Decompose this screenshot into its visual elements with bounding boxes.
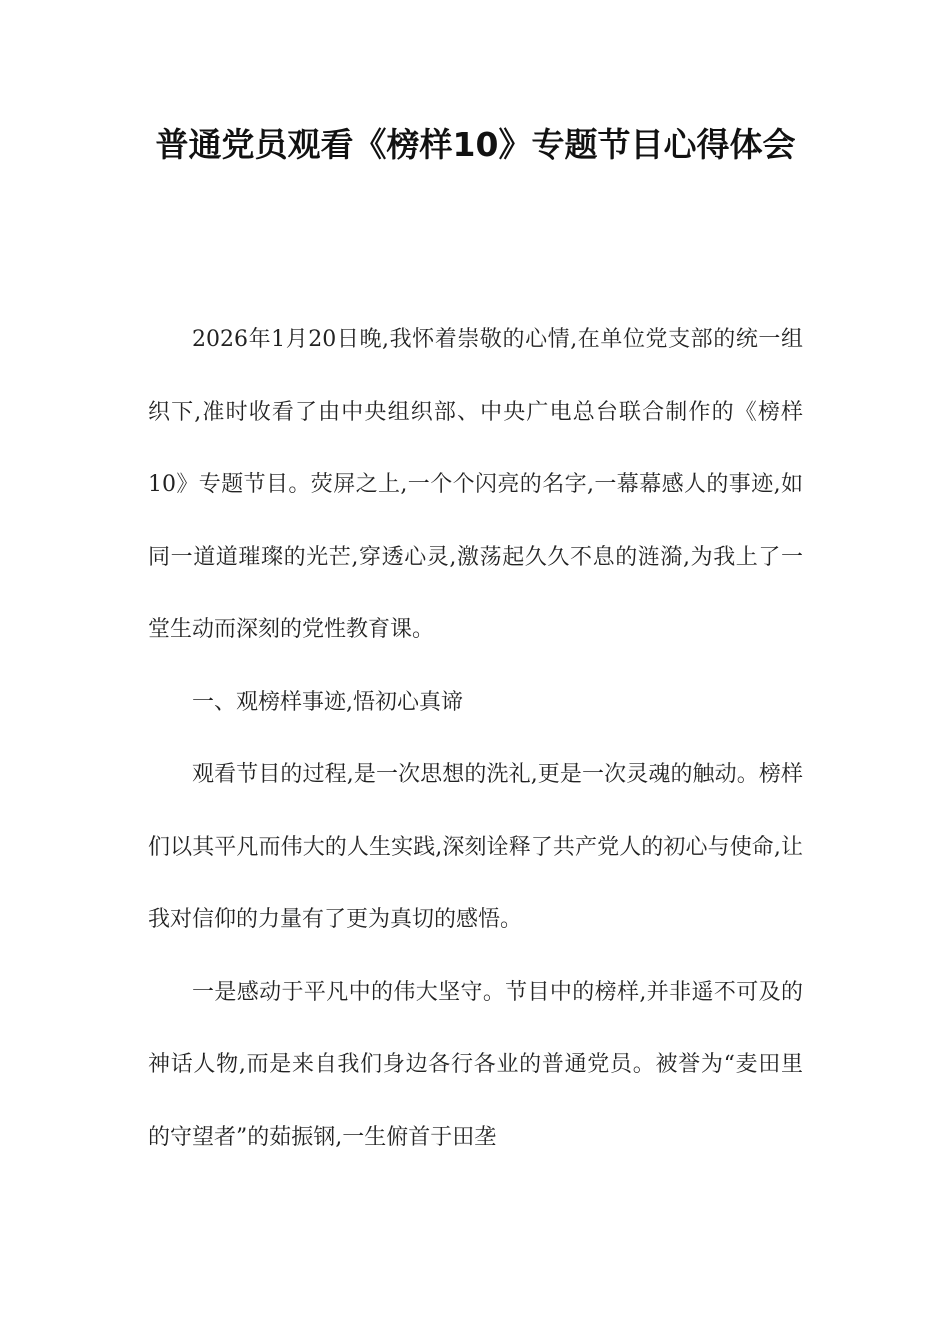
paragraph-intro: 2026年1月20日晚,我怀着崇敬的心情,在单位党支部的统一组织下,准时收看了由中央组织部、中央广电总台联合制作的《榜样10》专题节目。荧屏之上,一个个闪亮的名字,一幕幕感人的事迹,如同一道道璀璨的光芒,穿透心灵,激荡起久久不息的涟漪,为我上了一堂生动而深刻的党性教育课。: [148, 327, 803, 642]
paragraph-point-1: 一是感动于平凡中的伟大坚守。节目中的榜样,并非遥不可及的神话人物,而是来自我们身边各行各业的普通党员。被誉为“麦田里的守望者”的茹振钢,一生俯首于田垄: [148, 979, 803, 1150]
document-body: [148, 304, 803, 1174]
section-heading-1: 一、观榜样事迹,悟初心真谛: [192, 689, 463, 715]
paragraph-section-1: 观看节目的过程,是一次思想的洗礼,更是一次灵魂的触动。榜样们以其平凡而伟大的人生实践,深刻诠释了共产党人的初心与使命,让我对信仰的力量有了更为真切的感悟。: [148, 762, 803, 932]
document-title: 普通党员观看《榜样10》专题节目心得体会: [155, 125, 796, 164]
